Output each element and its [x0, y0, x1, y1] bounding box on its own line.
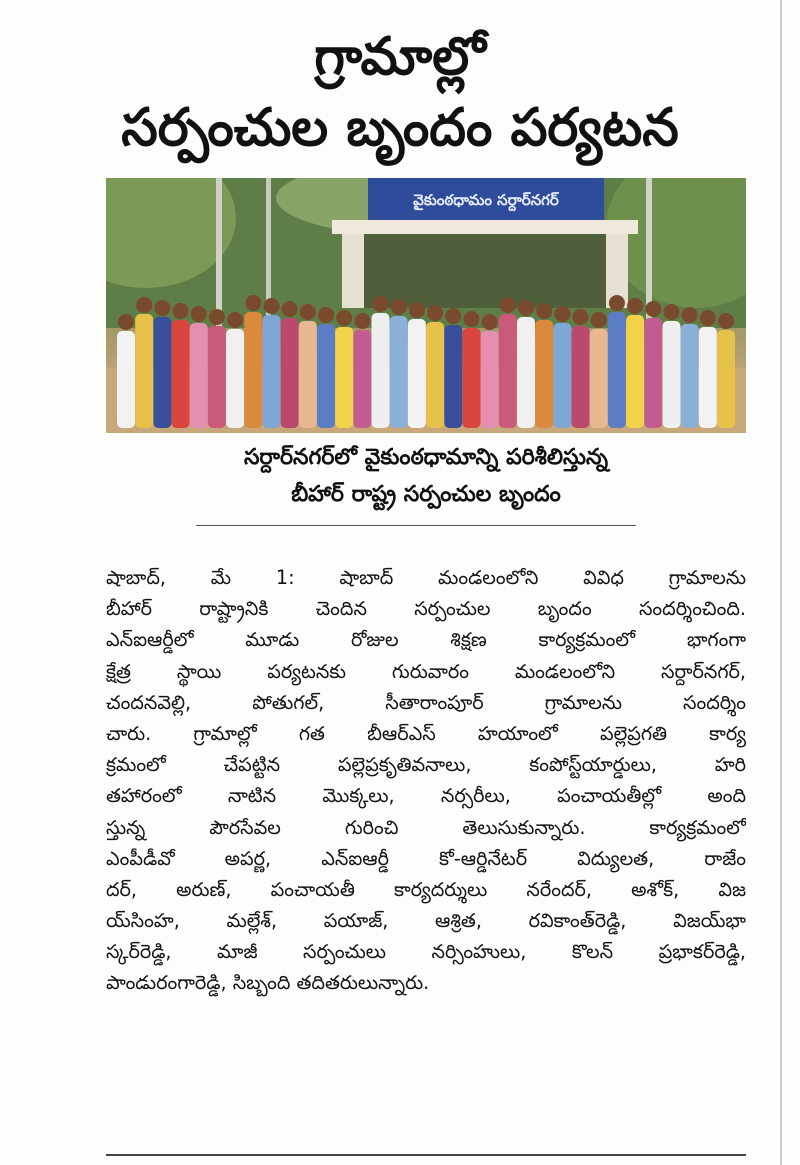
person-head	[391, 299, 407, 315]
person-head	[191, 306, 207, 322]
bottom-divider	[106, 1154, 746, 1156]
body-line: చందనవెల్లి, పోతుగల్, సీతారాంపూర్ గ్రామాలను సందర్శిం	[106, 690, 746, 714]
person-body	[535, 320, 553, 428]
person-body	[172, 320, 190, 428]
person-body	[481, 331, 499, 428]
person-body	[372, 313, 390, 428]
person-body	[263, 315, 281, 428]
photo-caption-line-2: బీహార్ రాష్ట్ర సర్పంచుల బృందం	[291, 482, 561, 507]
page-edge-rule	[780, 0, 782, 1165]
person-head	[682, 307, 698, 323]
body-line: క్షేత్ర స్థాయి పర్యటనకు గురువారం మండలంలోని సర్దార్‌నగర్,	[106, 659, 746, 683]
person-body	[663, 321, 681, 428]
arch-beam	[332, 220, 638, 234]
person-body	[208, 326, 226, 428]
person-body	[553, 323, 571, 428]
arch-opening	[364, 234, 606, 308]
body-line: ఎన్ఐఆర్డీలో మూడు రోజుల శిక్షణ కార్యక్రమంలో భాగంగా	[106, 628, 746, 652]
person-head	[427, 305, 443, 321]
person-body	[590, 329, 608, 428]
body-line: య్‌సింహ, మల్లేశ్, పయాజ్, ఆశ్రిత, రవికాంత్‌రెడ్డి, విజయ్‌భా	[106, 909, 746, 933]
body-line: స్కర్‌రెడ్డి, మాజీ సర్పంచులు నర్సింహులు, కొలన్ ప్రభాకర్‌రెడ్డి,	[106, 940, 746, 964]
person-body	[226, 329, 244, 428]
body-line: చారు. గ్రామాల్లో గత బీఆర్ఎస్ హయాంలో పల్లెప్రగతి కార్య	[106, 721, 746, 745]
person-head	[282, 301, 298, 317]
person-body	[353, 330, 371, 428]
person-body	[608, 312, 626, 428]
person-body	[426, 322, 444, 428]
person-body	[626, 315, 644, 428]
body-line: దర్, అరుణ్, పంచాయతీ కార్యదర్శులు నరేందర్, అశోక్, విజ	[106, 877, 746, 901]
caption-divider	[196, 525, 636, 526]
body-line: బీహార్ రాష్ట్రానికి చెందిన సర్పంచుల బృందం సందర్శించింది.	[106, 597, 746, 621]
person-head	[209, 309, 225, 325]
person-head	[627, 298, 643, 314]
person-body	[190, 323, 208, 428]
person-head	[373, 296, 389, 312]
person-head	[245, 295, 261, 311]
news-photo	[106, 178, 746, 433]
body-line: పాండురంగారెడ్డి, సిబ్బంది తదితరులున్నారు.	[106, 971, 430, 995]
person-head	[227, 312, 243, 328]
headline-line-1: గ్రామాల్లో	[314, 27, 486, 87]
arch-pillar-left	[342, 228, 364, 308]
person-body	[572, 326, 590, 428]
person-body	[281, 318, 299, 428]
person-body	[517, 317, 535, 428]
person-body	[408, 319, 426, 428]
person-head	[591, 312, 607, 328]
person-body	[153, 317, 171, 428]
photo-caption-line-1: సర్దార్‌నగర్‌లో వైకుంఠధామాన్ని పరిశీలిస్తున్న	[243, 445, 609, 470]
person-head	[536, 303, 552, 319]
body-line: క్రమంలో చేపట్టిన పల్లెప్రకృతివనాలు, కంపోస్ట్‌యార్డులు, హరి	[106, 753, 746, 777]
person-head	[300, 304, 316, 320]
person-head	[354, 313, 370, 329]
person-body	[681, 324, 699, 428]
person-body	[299, 321, 317, 428]
person-body	[644, 318, 662, 428]
person-head	[554, 306, 570, 322]
person-body	[244, 312, 262, 428]
person-head	[664, 304, 680, 320]
person-head	[573, 309, 589, 325]
person-head	[718, 313, 734, 329]
person-head	[464, 311, 480, 327]
person-head	[336, 310, 352, 326]
person-head	[482, 314, 498, 330]
body-line: స్తున్న పౌరసేవల గురించి తెలుసుకున్నారు. కార్యక్రమంలో	[106, 815, 746, 839]
person-head	[409, 302, 425, 318]
person-head	[118, 314, 134, 330]
person-head	[609, 295, 625, 311]
person-head	[645, 301, 661, 317]
body-line: షాబాద్, మే 1: షాబాద్ మండలంలోని వివిధ గ్రామాలను	[106, 566, 746, 589]
body-line: ఎంపీడీవో అపర్ణ, ఎన్ఐఆర్డీ కో-ఆర్డినేటర్ విద్యులత, రాజేం	[106, 846, 746, 870]
person-body	[444, 325, 462, 428]
person-body	[335, 327, 353, 428]
person-body	[390, 316, 408, 428]
person-body	[499, 314, 517, 428]
article-body	[106, 562, 746, 999]
arch-sign-text: వైకుంఠధామం సర్దార్‌నగర్	[413, 191, 559, 209]
headline-line-2: సర్పంచుల బృందం పర్యటన	[121, 98, 679, 158]
person-head	[700, 310, 716, 326]
person-head	[136, 297, 152, 313]
person-head	[264, 298, 280, 314]
person-body	[463, 328, 481, 428]
person-head	[445, 308, 461, 324]
person-head	[518, 300, 534, 316]
person-head	[154, 300, 170, 316]
person-head	[318, 307, 334, 323]
person-body	[317, 324, 335, 428]
person-body	[717, 330, 735, 428]
person-head	[500, 297, 516, 313]
person-head	[173, 303, 189, 319]
tree-trunk	[216, 178, 222, 328]
body-line: తహారంలో నాటిన మొక్కలు, నర్సరీలు, పంచాయతీల్లో అంది	[106, 784, 746, 808]
person-body	[135, 314, 153, 428]
group-photo-illustration	[106, 178, 746, 433]
person-body	[699, 327, 717, 428]
person-body	[117, 331, 135, 428]
